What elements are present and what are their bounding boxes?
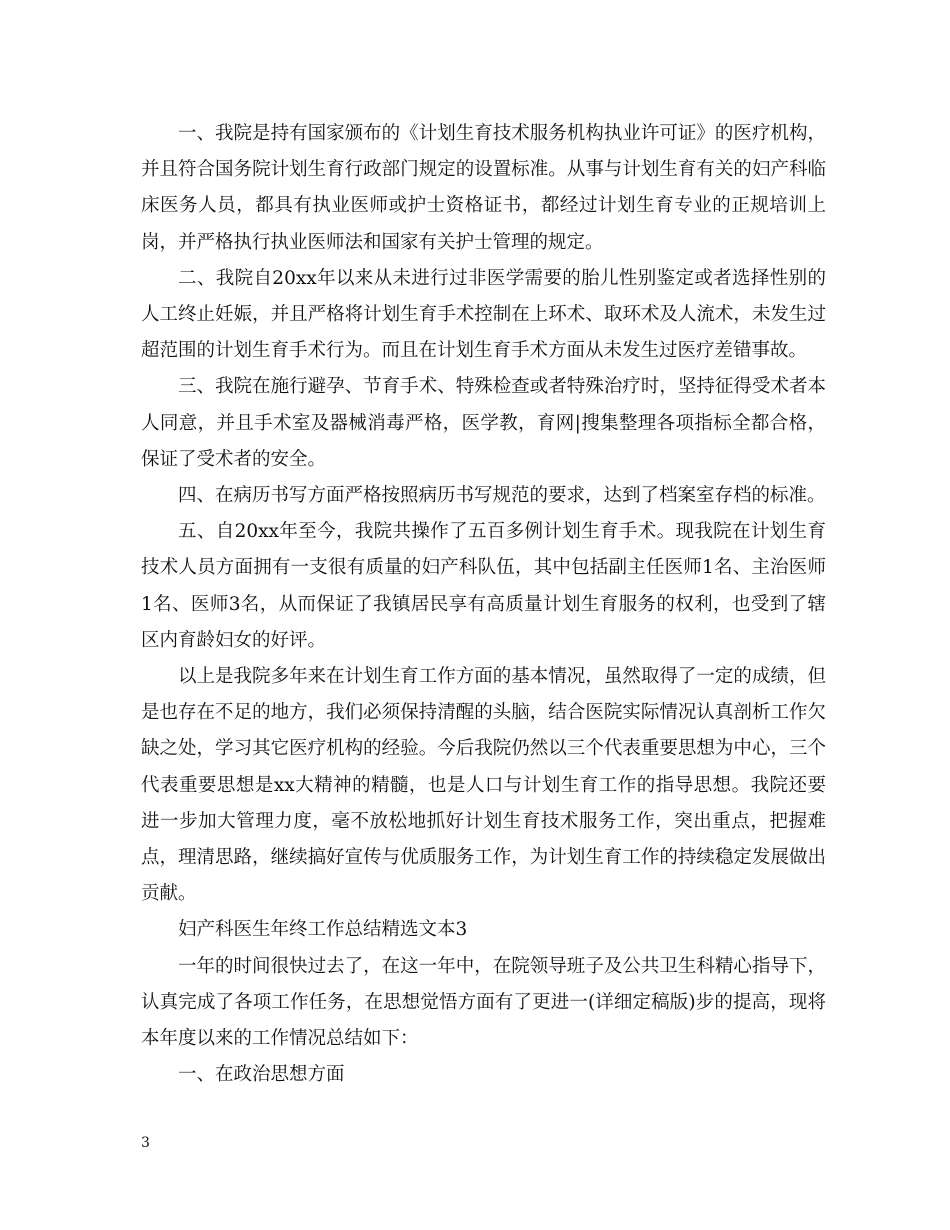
paragraph-1: 一、我院是持有国家颁布的《计划生育技术服务机构执业许可证》的医疗机构，并且符合国务院计划生育行政部门规定的设置标准。从事与计划生育有关的妇产科临床医务人员，都具有执业医师或护士资格证书，都经过计划生育专业的正规培训上岗，并严格执行执业医师法和国家有关护士管理的规定。 [141,123,826,253]
paragraph-6: 以上是我院多年来在计划生育工作方面的基本情况，虽然取得了一定的成绩，但是也存在不足的地方，我们必须保持清醒的头脑，结合医院实际情况认真剖析工作欠缺之处，学习其它医疗机构的经验。今后我院仍然以三个代表重要思想为中心，三个代表重要思想是xx大精神的精髓，也是人口与计划生育工作的指导思想。我院还要进一步加大管理力度，毫不放松地抓好计划生育技术服务工作，突出重点，把握难点，理清思路，继续搞好宣传与优质服务工作，为计划生育工作的持续稳定发展做出贡献。 [141,666,826,905]
section-heading: 妇产科医生年终工作总结精选文本3 [178,919,468,941]
page-number: 3 [141,1135,150,1151]
paragraph-5: 五、自20xx年至今，我院共操作了五百多例计划生育手术。现我院在计划生育技术人员方面拥有一支很有质量的妇产科队伍，其中包括副主任医师1名、主治医师1名、医师3名，从而保证了我镇居民享有高质量计划生育服务的权利，也受到了辖区内育龄妇女的好评。 [141,521,826,651]
paragraph-4: 四、在病历书写方面严格按照病历书写规范的要求，达到了档案室存档的标准。 [178,485,826,507]
paragraph-3: 三、我院在施行避孕、节育手术、特殊检查或者特殊治疗时，坚持征得受术者本人同意，并且手术室及器械消毒严格，医学教，育网|搜集整理各项指标全都合格，保证了受术者的安全。 [141,376,826,470]
paragraph-2: 二、我院自20xx年以来从未进行过非医学需要的胎儿性别鉴定或者选择性别的人工终止妊娠，并且严格将计划生育手术控制在上环术、取环术及人流术，未发生过超范围的计划生育手术行为。而且在计划生育手术方面从未发生过医疗差错事故。 [141,267,826,362]
document-body [141,116,826,1093]
subsection-heading: 一、在政治思想方面 [178,1064,345,1086]
paragraph-7: 一年的时间很快过去了，在这一年中，在院领导班子及公共卫生科精心指导下，认真完成了各项工作任务，在思想觉悟方面有了更进一(详细定稿版)步的提高，现将本年度以来的工作情况总结如下： [141,955,826,1050]
